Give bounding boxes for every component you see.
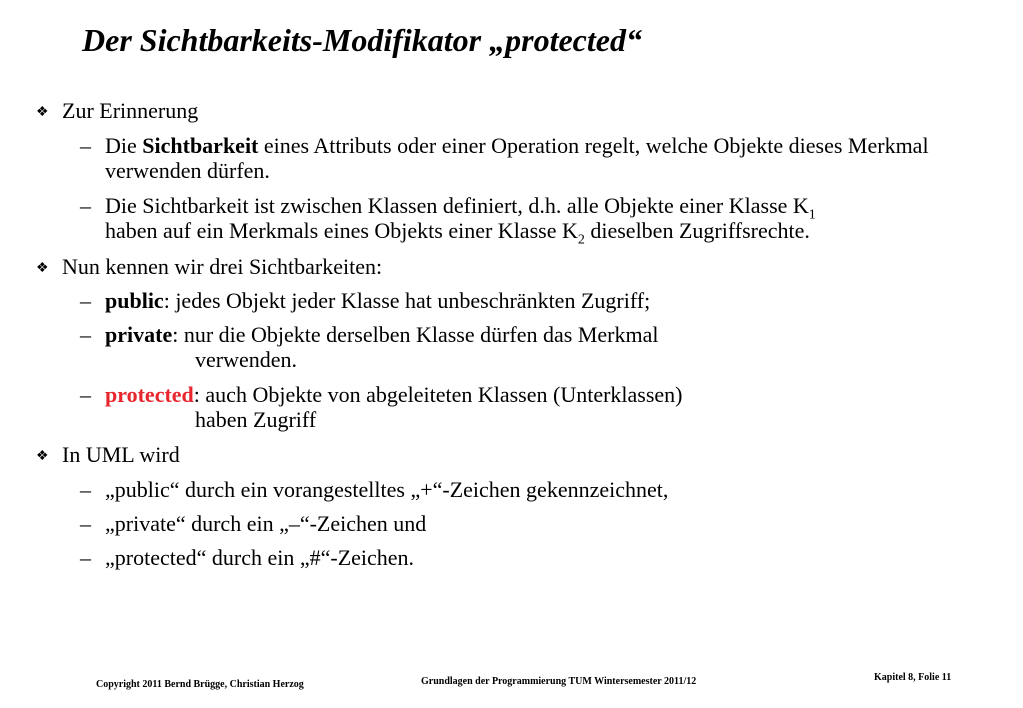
text-segment: haben Zugriff [195, 407, 317, 432]
bullet-zur-erinnerung [36, 98, 198, 125]
slide-title: Der Sichtbarkeits-Modifikator „protected“ [82, 22, 642, 58]
footer-slide-number: Kapitel 8, Folie 11 [874, 672, 952, 683]
text-segment: : jedes Objekt jeder Klasse hat unbeschränkten Zugriff; [163, 288, 651, 313]
text-segment: Die [105, 133, 143, 158]
bullet-in-uml [36, 442, 180, 469]
dash-icon: – [80, 477, 91, 502]
highlight-term: protected [105, 382, 194, 407]
text-segment: haben auf ein Merkmals eines Objekts einer Klasse K [105, 218, 578, 243]
text-segment: : nur die Objekte derselben Klasse dürfen das Merkmal [172, 322, 659, 347]
sub-item-text [105, 288, 1005, 313]
bullet-icon: ❖ [36, 449, 49, 464]
dash-icon: – [80, 382, 91, 407]
text-segment: verwenden. [195, 347, 298, 372]
sub-item-text [105, 382, 1005, 432]
bullet-icon: ❖ [36, 261, 49, 276]
bullet-text: In UML wird [62, 442, 180, 467]
bullet-drei-sichtbarkeiten [36, 254, 382, 281]
dash-icon: – [80, 193, 91, 218]
subscript: 2 [577, 232, 585, 248]
sub-item-text: „public“ durch ein vorangestelltes „+“-Zeichen gekennzeichnet, [105, 477, 669, 502]
sub-item-text [105, 133, 1005, 183]
dash-icon: – [80, 288, 91, 313]
bold-term: public [105, 288, 164, 313]
dash-icon: – [80, 322, 91, 347]
sub-item-text: „protected“ durch ein „#“-Zeichen. [105, 545, 415, 570]
sub-item-text: „private“ durch ein „–“-Zeichen und [105, 511, 427, 536]
bullet-icon: ❖ [36, 105, 49, 120]
sub-item-text [105, 193, 985, 248]
text-segment: dieselben Zugriffsrechte. [584, 218, 810, 243]
text-segment: eines Attributs oder einer Operation regelt, welche Objekte dieses Merkmal verwenden dürfen. [105, 133, 929, 183]
bold-term: private [105, 322, 173, 347]
text-segment: : auch Objekte von abgeleiteten Klassen (Unterklassen) [193, 382, 683, 407]
bullet-text: Zur Erinnerung [62, 98, 199, 123]
footer-copyright: Copyright 2011 Bernd Brügge, Christian Herzog [96, 679, 304, 690]
bullet-text: Nun kennen wir drei Sichtbarkeiten: [62, 254, 383, 279]
text-segment: Die Sichtbarkeit ist zwischen Klassen definiert, d.h. alle Objekte einer Klasse K [105, 193, 809, 218]
dash-icon: – [80, 545, 91, 570]
subscript: 1 [808, 207, 816, 223]
sub-item-text [105, 322, 1005, 372]
bold-term: Sichtbarkeit [142, 133, 259, 158]
dash-icon: – [80, 133, 91, 158]
dash-icon: – [80, 511, 91, 536]
footer-course: Grundlagen der Programmierung TUM Wintersemester 2011/12 [421, 676, 697, 687]
